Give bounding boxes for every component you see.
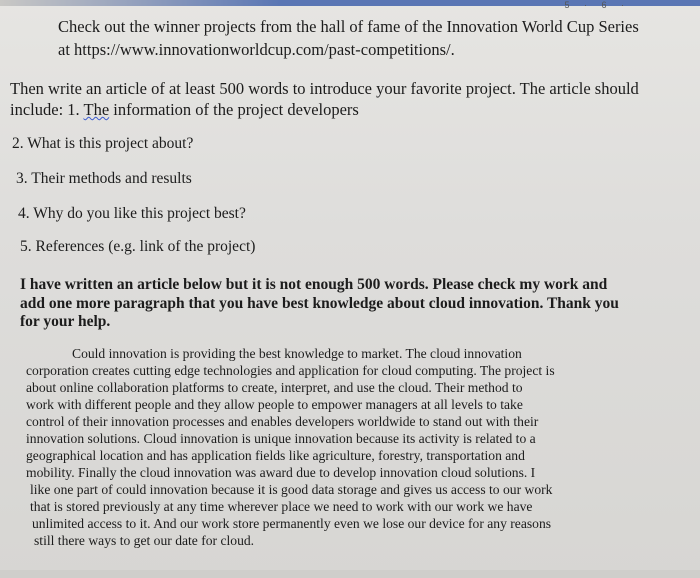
prompt-line-4-end: information of the project developers [109, 100, 359, 119]
article-line: about online collaboration platforms to create, interpret, and use the cloud. Their method to [26, 380, 523, 395]
prompt-line-3: Then write an article of at least 500 words to introduce your favorite project. The article should [10, 79, 639, 98]
article-line: that is stored previously at any time wherever place we need to work with our work we have [30, 499, 533, 514]
article-line: corporation creates cutting edge technologies and application for cloud computing. The project is [26, 363, 555, 378]
prompt-line-4-start: include: 1. [10, 100, 84, 119]
question-2: 2. What is this project about? [12, 135, 194, 152]
question-3: 3. Their methods and results [16, 170, 192, 187]
prompt-line-4-underlined-word: The [83, 100, 110, 119]
request-line-3: for your help. [20, 313, 111, 330]
article-line: Could innovation is providing the best knowledge to market. The cloud innovation [72, 346, 522, 361]
question-4: 4. Why do you like this project best? [18, 205, 246, 222]
article-line: control of their innovation processes and enables developers worldwide to stand out with their [26, 414, 539, 429]
ruler-marks: 5 · 6 · [564, 0, 630, 10]
article-line: geographical location and has application fields like agriculture, forestry, transportation and [26, 448, 525, 463]
request-line-1: I have written an article below but it is not enough 500 words. Please check my work and [20, 276, 608, 293]
article-line: innovation solutions. Cloud innovation is unique innovation because its activity is related to a [26, 431, 536, 446]
question-5: 5. References (e.g. link of the project) [20, 238, 256, 255]
request-line-2: add one more paragraph that you have best knowledge about cloud innovation. Thank you [20, 295, 619, 312]
article-line: mobility. Finally the cloud innovation was award due to develop innovation cloud solutions. I [26, 465, 536, 480]
prompt-line-2: at https://www.innovationworldcup.com/past-competitions/. [58, 40, 455, 59]
prompt-line-4 [10, 100, 359, 120]
article-line: work with different people and they allow people to empower managers at all levels to take [26, 397, 523, 412]
bottom-edge [0, 570, 700, 578]
article-line: unlimited access to it. And our work store permanently even we lose our device for any reasons [32, 516, 552, 531]
article-line: still there ways to get our date for cloud. [34, 533, 255, 548]
article-line: like one part of could innovation because it is good data storage and gives us access to our work [30, 482, 553, 497]
prompt-line-1: Check out the winner projects from the hall of fame of the Innovation World Cup Series [58, 17, 639, 36]
